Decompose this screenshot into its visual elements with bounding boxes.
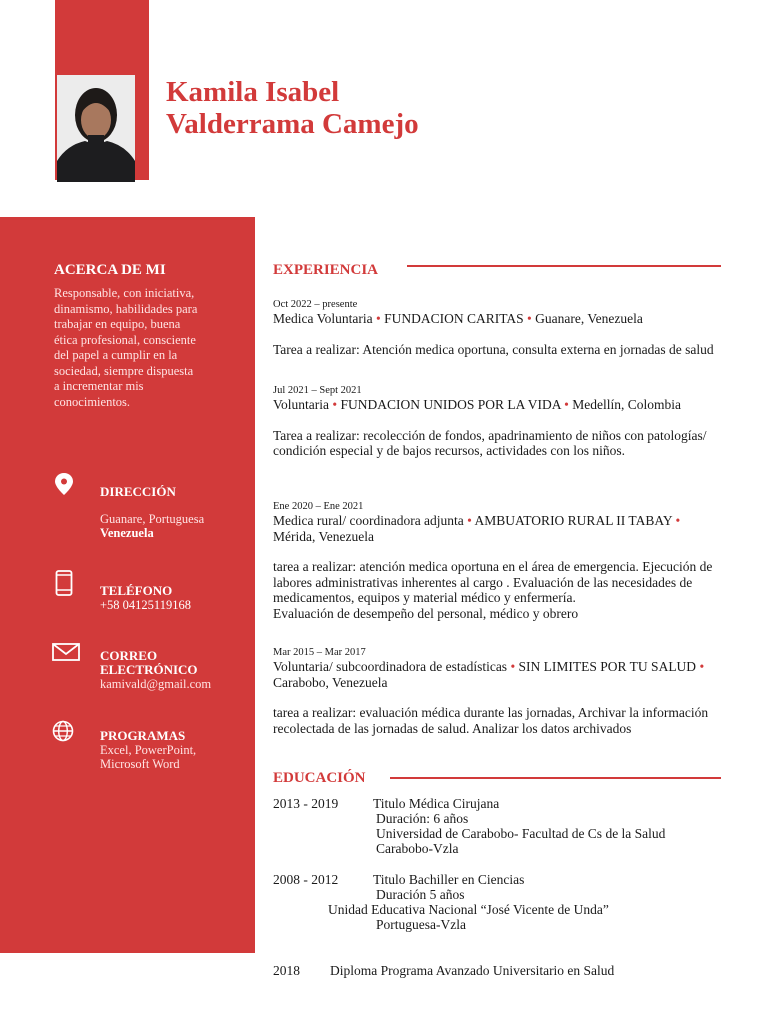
job-description: tarea a realizar: atención medica oportuna en el área de emergencia. Ejecución de labores administrativas inherentes al cargo . Evaluación de las necesidades de medicamentos, equipos y material médico y enfermería. bbox=[273, 559, 713, 605]
name-line-2: Valderrama Camejo bbox=[166, 108, 419, 140]
envelope-icon bbox=[52, 643, 80, 667]
job-description: tarea a realizar: evaluación médica durante las jornadas, Archivar la información recolectada de las jornadas de salud. Analizar los datos archivados bbox=[273, 705, 709, 736]
experience-entry bbox=[273, 384, 723, 459]
email-label-line-1: CORREO bbox=[100, 648, 158, 663]
job-title-line: Medica rural/ coordinadora adjunta • AMBUATORIO RURAL II TABAY • Mérida, Venezuela bbox=[273, 513, 681, 544]
job-role: Voluntaria/ subcoordinadora de estadísticas bbox=[273, 659, 508, 674]
person-name bbox=[166, 76, 419, 140]
phone-value: +58 04125119168 bbox=[100, 598, 191, 612]
edu-years: 2018 bbox=[273, 963, 300, 978]
job-place: Carabobo, Venezuela bbox=[273, 674, 388, 690]
programs-label: PROGRAMAS bbox=[100, 728, 186, 743]
job-title-line: Voluntaria/ subcoordinadora de estadísticas • SIN LIMITES POR TU SALUD • Carabobo, Venezuela bbox=[273, 659, 705, 690]
email-label bbox=[100, 649, 198, 677]
phone-icon bbox=[52, 570, 76, 594]
experience-entry bbox=[273, 646, 723, 736]
job-place: Medellín, Colombia bbox=[572, 397, 681, 412]
location-pin-icon bbox=[52, 472, 76, 496]
globe-icon bbox=[52, 720, 76, 744]
about-text: Responsable, con iniciativa, dinamismo, habilidades para trabajar en equipo, buena ética profesional, consciente del papel a cumplir en la sociedad, siempre dispuesta a incrementar mis conocimientos. bbox=[54, 286, 198, 409]
phone-label: TELÉFONO bbox=[100, 583, 173, 598]
job-title-line: Voluntaria • FUNDACION UNIDOS POR LA VIDA • Medellín, Colombia bbox=[273, 397, 681, 412]
edu-place: Portuguesa-Vzla bbox=[376, 917, 466, 932]
job-org: SIN LIMITES POR TU SALUD bbox=[518, 659, 697, 674]
edu-years: 2008 - 2012 bbox=[273, 872, 339, 887]
edu-duration: Duración 5 años bbox=[376, 887, 465, 902]
programs-line-2: Microsoft Word bbox=[100, 757, 180, 771]
address-label: DIRECCIÓN bbox=[100, 484, 176, 499]
profile-photo bbox=[57, 75, 135, 182]
address-country: Venezuela bbox=[100, 526, 154, 540]
job-place: Guanare, Venezuela bbox=[535, 311, 643, 326]
programs-value bbox=[100, 743, 196, 771]
edu-place: Carabobo-Vzla bbox=[376, 841, 459, 856]
programs-line-1: Excel, PowerPoint, bbox=[100, 743, 197, 757]
job-description-extra: Evaluación de desempeño del personal, médico y obrero bbox=[273, 605, 579, 621]
experience-entry bbox=[273, 500, 723, 621]
job-org: FUNDACION CARITAS bbox=[384, 311, 524, 326]
edu-title: Titulo Médica Cirujana bbox=[373, 796, 500, 811]
experience-divider bbox=[407, 265, 721, 267]
job-date: Mar 2015 – Mar 2017 bbox=[273, 647, 366, 658]
edu-school: Unidad Educativa Nacional “José Vicente de Unda” bbox=[328, 902, 609, 917]
edu-title: Titulo Bachiller en Ciencias bbox=[373, 872, 525, 887]
edu-school: Universidad de Carabobo- Facultad de Cs de la Salud bbox=[376, 826, 666, 841]
name-line-1: Kamila Isabel bbox=[166, 76, 340, 108]
education-divider bbox=[390, 777, 721, 779]
experience-entry bbox=[273, 298, 723, 357]
job-description: Tarea a realizar: Atención medica oportuna, consulta externa en jornadas de salud bbox=[273, 341, 714, 357]
job-org: FUNDACION UNIDOS POR LA VIDA bbox=[340, 397, 561, 412]
job-date: Ene 2020 – Ene 2021 bbox=[273, 501, 364, 512]
job-role: Medica rural/ coordinadora adjunta bbox=[273, 513, 464, 528]
edu-duration: Duración: 6 años bbox=[376, 811, 469, 826]
edu-years: 2013 - 2019 bbox=[273, 796, 339, 811]
job-description: Tarea a realizar: recolección de fondos, apadrinamiento de niños con patologías/ condición especial y de bajos recursos, actividades con los niños. bbox=[273, 427, 707, 458]
job-role: Voluntaria bbox=[273, 397, 329, 412]
education-title: EDUCACIÓN bbox=[273, 770, 366, 786]
edu-title: Diploma Programa Avanzado Universitario en Salud bbox=[330, 963, 615, 978]
address-value bbox=[100, 512, 204, 540]
job-role: Medica Voluntaria bbox=[273, 311, 373, 326]
job-org: AMBUATORIO RURAL II TABAY bbox=[474, 513, 673, 528]
experience-title: EXPERIENCIA bbox=[273, 262, 379, 278]
address-city: Guanare, Portuguesa bbox=[100, 512, 205, 526]
job-place: Mérida, Venezuela bbox=[273, 528, 374, 544]
email-label-line-2: ELECTRÓNICO bbox=[100, 662, 198, 677]
email-value[interactable]: kamivald@gmail.com bbox=[100, 677, 212, 691]
job-date: Jul 2021 – Sept 2021 bbox=[273, 385, 362, 396]
job-title-line: Medica Voluntaria • FUNDACION CARITAS • Guanare, Venezuela bbox=[273, 311, 643, 326]
about-title: ACERCA DE MI bbox=[54, 262, 166, 278]
job-date: Oct 2022 – presente bbox=[273, 299, 358, 310]
